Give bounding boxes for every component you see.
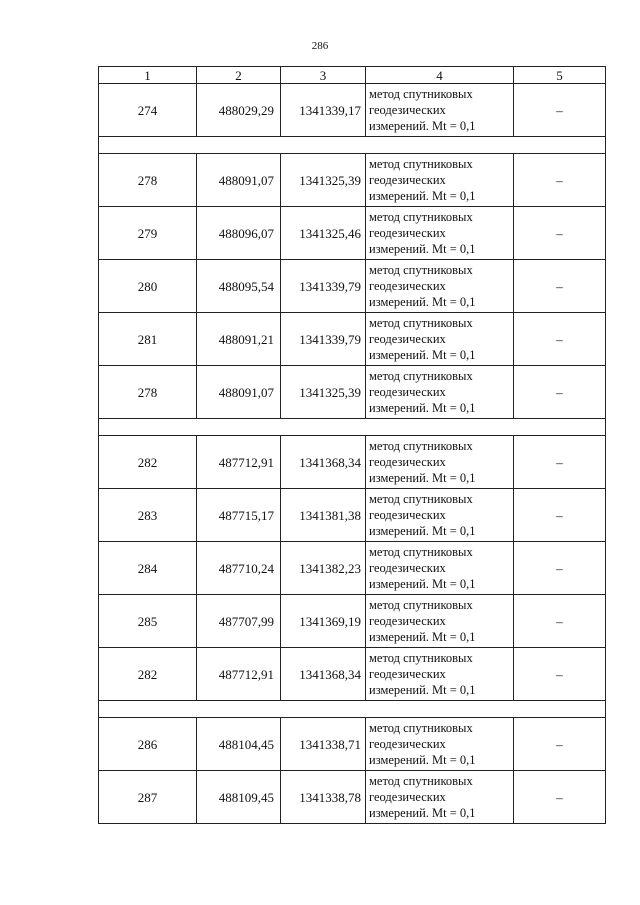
group-separator-row [98, 418, 606, 435]
point-number-cell-text: 278 [137, 384, 158, 400]
x-coordinate-cell-text: 488091,07 [218, 172, 274, 188]
point-number-cell [98, 435, 196, 488]
y-coordinate-cell [280, 647, 365, 700]
point-number-cell-text: 284 [137, 560, 158, 576]
table-row [98, 488, 606, 541]
x-coordinate-cell-text: 488091,21 [218, 331, 274, 347]
point-number-cell-text: 279 [137, 225, 158, 241]
point-number-cell-text: 286 [137, 736, 158, 752]
point-number-cell-text: 282 [137, 666, 158, 682]
method-cell [365, 770, 513, 823]
y-coordinate-cell [280, 365, 365, 418]
column-5-cell-text: – [556, 454, 563, 470]
table-row [98, 365, 606, 418]
method-cell-text: метод спутниковых геодезических измерений. Mt = 0,1 [369, 545, 476, 591]
method-cell-text: метод спутниковых геодезических измерений. Mt = 0,1 [369, 210, 476, 256]
method-cell [365, 435, 513, 488]
point-number-cell-text: 287 [137, 789, 158, 805]
column-5-cell-text: – [556, 507, 563, 523]
column-5-cell-text: – [556, 666, 563, 682]
method-cell [365, 259, 513, 312]
y-coordinate-cell [280, 488, 365, 541]
y-coordinate-cell-text: 1341339,17 [299, 102, 361, 118]
y-coordinate-cell [280, 312, 365, 365]
column-5-cell-text: – [556, 172, 563, 188]
column-5-cell [513, 647, 606, 700]
y-coordinate-cell-text: 1341338,78 [299, 789, 361, 805]
point-number-cell-text: 281 [137, 331, 158, 347]
table-header-row [98, 66, 606, 83]
y-coordinate-cell-text: 1341381,38 [299, 507, 361, 523]
point-number-cell [98, 259, 196, 312]
table-row [98, 770, 606, 823]
column-5-cell-text: – [556, 736, 563, 752]
column-5-cell [513, 312, 606, 365]
point-number-cell [98, 770, 196, 823]
x-coordinate-cell-text: 488096,07 [218, 225, 274, 241]
table-row [98, 83, 606, 136]
group-separator-row [98, 700, 606, 717]
page-number: 286 [311, 40, 329, 52]
y-coordinate-cell [280, 541, 365, 594]
method-cell-text: метод спутниковых геодезических измерений. Mt = 0,1 [369, 263, 476, 309]
column-5-cell-text: – [556, 789, 563, 805]
method-cell [365, 312, 513, 365]
y-coordinate-cell-text: 1341339,79 [299, 278, 361, 294]
x-coordinate-cell [196, 365, 280, 418]
x-coordinate-cell-text: 488109,45 [218, 789, 274, 805]
method-cell [365, 647, 513, 700]
method-cell-text: метод спутниковых геодезических измерений. Mt = 0,1 [369, 369, 476, 415]
header-col-3: 3 [280, 66, 365, 83]
column-5-cell-text: – [556, 102, 563, 118]
point-number-cell-text: 278 [137, 172, 158, 188]
y-coordinate-cell [280, 594, 365, 647]
table-row [98, 717, 606, 770]
x-coordinate-cell [196, 647, 280, 700]
y-coordinate-cell-text: 1341325,39 [299, 384, 361, 400]
table-row [98, 541, 606, 594]
point-number-cell-text: 285 [137, 613, 158, 629]
point-number-cell [98, 153, 196, 206]
column-5-cell-text: – [556, 225, 563, 241]
point-number-cell [98, 312, 196, 365]
column-5-cell [513, 594, 606, 647]
table-body [98, 83, 606, 823]
method-cell-text: метод спутниковых геодезических измерений. Mt = 0,1 [369, 157, 476, 203]
column-5-cell-text: – [556, 278, 563, 294]
x-coordinate-cell [196, 206, 280, 259]
x-coordinate-cell [196, 435, 280, 488]
y-coordinate-cell [280, 435, 365, 488]
method-cell [365, 365, 513, 418]
method-cell-text: метод спутниковых геодезических измерений. Mt = 0,1 [369, 598, 476, 644]
point-number-cell-text: 274 [137, 102, 158, 118]
y-coordinate-cell-text: 1341325,39 [299, 172, 361, 188]
y-coordinate-cell-text: 1341382,23 [299, 560, 361, 576]
column-5-cell [513, 153, 606, 206]
method-cell-text: метод спутниковых геодезических измерений. Mt = 0,1 [369, 651, 476, 697]
table-bottom-border [98, 823, 606, 824]
method-cell [365, 153, 513, 206]
y-coordinate-cell [280, 83, 365, 136]
x-coordinate-cell-text: 488095,54 [218, 278, 274, 294]
x-coordinate-cell [196, 83, 280, 136]
y-coordinate-cell-text: 1341368,34 [299, 454, 361, 470]
method-cell-text: метод спутниковых геодезических измерений. Mt = 0,1 [369, 774, 476, 820]
y-coordinate-cell [280, 770, 365, 823]
point-number-cell [98, 488, 196, 541]
x-coordinate-cell [196, 153, 280, 206]
method-cell [365, 717, 513, 770]
y-coordinate-cell [280, 206, 365, 259]
method-cell [365, 541, 513, 594]
x-coordinate-cell-text: 487712,91 [218, 666, 274, 682]
column-5-cell-text: – [556, 384, 563, 400]
column-5-cell [513, 365, 606, 418]
header-col-2: 2 [196, 66, 280, 83]
point-number-cell [98, 717, 196, 770]
column-5-cell [513, 259, 606, 312]
method-cell-text: метод спутниковых геодезических измерений. Mt = 0,1 [369, 87, 476, 133]
x-coordinate-cell-text: 488029,29 [218, 102, 274, 118]
method-cell-text: метод спутниковых геодезических измерений. Mt = 0,1 [369, 492, 476, 538]
x-coordinate-cell-text: 487712,91 [218, 454, 274, 470]
table-row [98, 206, 606, 259]
method-cell-text: метод спутниковых геодезических измерений. Mt = 0,1 [369, 721, 476, 767]
column-5-cell [513, 488, 606, 541]
method-cell-text: метод спутниковых геодезических измерений. Mt = 0,1 [369, 439, 476, 485]
table-row [98, 153, 606, 206]
method-cell [365, 594, 513, 647]
method-cell-text: метод спутниковых геодезических измерений. Mt = 0,1 [369, 316, 476, 362]
point-number-cell-text: 283 [137, 507, 158, 523]
point-number-cell [98, 594, 196, 647]
point-number-cell [98, 541, 196, 594]
column-5-cell [513, 770, 606, 823]
x-coordinate-cell-text: 488104,45 [218, 736, 274, 752]
column-5-cell-text: – [556, 331, 563, 347]
point-number-cell-text: 280 [137, 278, 158, 294]
header-col-5: 5 [513, 66, 606, 83]
x-coordinate-cell [196, 488, 280, 541]
method-cell [365, 83, 513, 136]
column-5-cell-text: – [556, 613, 563, 629]
y-coordinate-cell-text: 1341338,71 [299, 736, 361, 752]
x-coordinate-cell-text: 487715,17 [218, 507, 274, 523]
method-cell [365, 206, 513, 259]
point-number-cell [98, 83, 196, 136]
x-coordinate-cell [196, 259, 280, 312]
x-coordinate-cell-text: 487710,24 [218, 560, 274, 576]
coordinates-table [98, 66, 606, 824]
table-row [98, 647, 606, 700]
x-coordinate-cell [196, 594, 280, 647]
column-5-cell [513, 541, 606, 594]
x-coordinate-cell [196, 717, 280, 770]
column-5-cell [513, 83, 606, 136]
column-5-cell-text: – [556, 560, 563, 576]
point-number-cell-text: 282 [137, 454, 158, 470]
y-coordinate-cell [280, 153, 365, 206]
table-row [98, 594, 606, 647]
x-coordinate-cell [196, 312, 280, 365]
point-number-cell [98, 365, 196, 418]
y-coordinate-cell-text: 1341339,79 [299, 331, 361, 347]
column-5-cell [513, 435, 606, 488]
x-coordinate-cell-text: 488091,07 [218, 384, 274, 400]
x-coordinate-cell-text: 487707,99 [218, 613, 274, 629]
y-coordinate-cell [280, 259, 365, 312]
y-coordinate-cell [280, 717, 365, 770]
method-cell [365, 488, 513, 541]
column-5-cell [513, 206, 606, 259]
header-col-1: 1 [98, 66, 196, 83]
group-separator-row [98, 136, 606, 153]
point-number-cell [98, 647, 196, 700]
y-coordinate-cell-text: 1341369,19 [299, 613, 361, 629]
y-coordinate-cell-text: 1341368,34 [299, 666, 361, 682]
y-coordinate-cell-text: 1341325,46 [299, 225, 361, 241]
column-5-cell [513, 717, 606, 770]
point-number-cell [98, 206, 196, 259]
table-row [98, 259, 606, 312]
x-coordinate-cell [196, 770, 280, 823]
table-row [98, 435, 606, 488]
table-row [98, 312, 606, 365]
x-coordinate-cell [196, 541, 280, 594]
header-col-4: 4 [365, 66, 513, 83]
